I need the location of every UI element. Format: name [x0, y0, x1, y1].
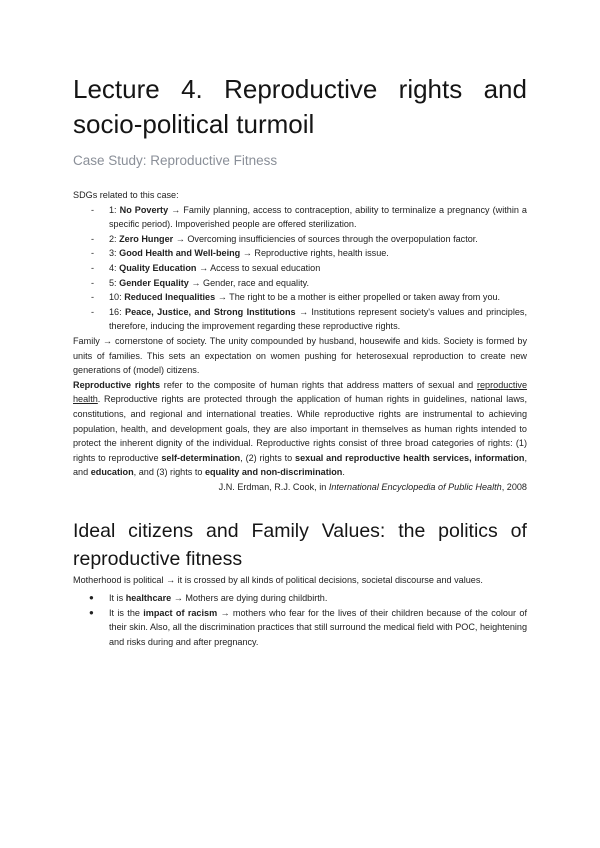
- page-title: [73, 72, 527, 142]
- heading-word: Values:: [321, 520, 386, 543]
- sdg-item: [91, 290, 527, 305]
- bold-term: self-determination: [161, 452, 241, 463]
- title-word: and: [483, 74, 527, 104]
- sdg-text: Overcoming insufficiencies of sources through the overpopulation factor.: [187, 233, 478, 244]
- sdg-number: 2:: [109, 233, 117, 244]
- sdg-item: [91, 261, 527, 276]
- text-run: refer to the composite of human rights that address matters of sexual and: [160, 379, 477, 390]
- bold-term: sexual and reproductive health services, information: [295, 452, 525, 463]
- sdg-list: [73, 203, 527, 334]
- family-paragraph: Family → cornerstone of society. The unity compounded by husband, housewife and kids. Society is formed by units of families. This sets an expectation on women pushing for heterosexual reproduction to create new generations of (model) citizens.: [73, 335, 527, 376]
- sdg-text: Reproductive rights, health issue.: [254, 248, 389, 259]
- reproductive-rights-paragraph: [73, 378, 527, 480]
- dash-bullet: -: [91, 262, 95, 273]
- arrow: →: [175, 233, 185, 244]
- sdg-text: Gender, race and equality.: [203, 277, 310, 288]
- bold-term: equality and non-discrimination: [204, 467, 343, 478]
- sdg-item: [91, 246, 527, 261]
- section-heading-line-1: [73, 517, 527, 545]
- dash-bullet: -: [91, 204, 95, 215]
- text-run: → mothers who fear for the lives of their children because of the colour of their skin. Also, all the discrimination practices that still surround the medical field with POC, heightening and risks during and after pregnancy.: [109, 607, 528, 647]
- text-run: . Reproductive rights are protected through the application of human rights in guidelines, national laws, constitutions, and regional and international treaties. While reproductive rights are instrumental to achieving population, health, and development goals, they are also important in themselves as human rights intended to protect the inherent dignity of the individual. Reproductive rights consist of three broad categories of rights: (1) rights to reproductive: [73, 394, 527, 463]
- sdg-name: Gender Equality: [119, 277, 189, 288]
- sdg-name: Reduced Inequalities: [124, 292, 216, 303]
- citation-year: , 2008: [501, 481, 527, 492]
- sdg-item: [91, 232, 527, 247]
- sdg-name: No Poverty: [119, 204, 169, 215]
- sdg-name: Peace, Justice, and Strong Institutions: [125, 306, 296, 317]
- arrow: →: [198, 262, 209, 273]
- heading-word: and: [206, 520, 239, 543]
- arrow: →: [191, 277, 201, 288]
- bullet-item: [91, 606, 527, 650]
- heading-word: citizens: [128, 520, 194, 543]
- text-run: .: [342, 467, 345, 478]
- section-heading: [73, 517, 527, 573]
- reproductive-health-link[interactable]: reproductive health: [73, 379, 528, 405]
- term-reproductive-rights: Reproductive rights: [73, 379, 161, 390]
- title-word: rights: [398, 74, 463, 104]
- dash-bullet: -: [91, 292, 95, 303]
- sdg-number: 1:: [109, 204, 117, 215]
- dash-bullet: -: [91, 233, 95, 244]
- heading-word: Ideal: [73, 520, 116, 543]
- sdg-text: Institutions represent society's values and principles, therefore, inducing the improvement regarding these reproductive rights.: [109, 306, 528, 332]
- sdg-text: Family planning, access to contraception, ability to terminalize a pregnancy (within a specific period). Impoverished people are offered sterilization.: [109, 204, 527, 230]
- case-study-subtitle: Case Study: Reproductive Fitness: [73, 153, 278, 168]
- title-word: 4.: [181, 74, 203, 104]
- heading-word: Family: [251, 520, 309, 543]
- title-line-1: [73, 72, 527, 107]
- bullet-dot-icon: ●: [89, 607, 94, 617]
- title-word: Reproductive: [224, 74, 378, 104]
- section-heading-line-2: reproductive fitness: [73, 548, 243, 571]
- text-run: , and: [73, 452, 528, 478]
- sdg-item: [91, 276, 527, 291]
- dash-bullet: -: [91, 306, 95, 317]
- text-run: , and (3) rights to: [133, 467, 205, 478]
- sdg-intro: SDGs related to this case:: [73, 190, 179, 200]
- bullet-dot-icon: ●: [89, 593, 94, 603]
- heading-word: of: [510, 520, 527, 543]
- sdg-name: Zero Hunger: [119, 233, 174, 244]
- sdg-name: Good Health and Well-being: [119, 248, 241, 259]
- sdg-number: 5:: [109, 277, 117, 288]
- title-word: Lecture: [73, 74, 160, 104]
- text-run: → Mothers are dying during childbirth.: [171, 593, 328, 604]
- dash-bullet: -: [91, 248, 95, 259]
- text-run: It is the: [109, 607, 144, 618]
- title-line-2: socio-political turmoil: [73, 109, 315, 139]
- sdg-number: 10:: [109, 292, 122, 303]
- sdg-name: Quality Education: [119, 262, 197, 273]
- arrow: →: [242, 248, 252, 259]
- text-run: , (2) rights to: [240, 452, 296, 463]
- heading-word: politics: [438, 520, 498, 543]
- citation: [73, 480, 527, 495]
- bold-term: healthcare: [125, 593, 172, 604]
- citation-authors: J.N. Erdman, R.J. Cook, in: [218, 481, 329, 492]
- sdg-number: 3:: [109, 248, 117, 259]
- text-run: It is: [109, 593, 126, 604]
- sdg-text: Access to sexual education: [210, 262, 321, 273]
- arrow: →: [217, 292, 227, 303]
- sdg-number: 16:: [109, 306, 122, 317]
- sdg-text: The right to be a mother is either propelled or taken away from you.: [229, 292, 501, 303]
- bold-term: impact of racism: [143, 607, 218, 618]
- motherhood-bullet-list: [73, 591, 527, 649]
- arrow: →: [298, 306, 309, 317]
- bold-term: education: [90, 467, 134, 478]
- sdg-number: 4:: [109, 262, 117, 273]
- heading-word: the: [398, 520, 426, 543]
- citation-source: International Encyclopedia of Public Health: [328, 481, 502, 492]
- bullet-item: [91, 591, 527, 606]
- dash-bullet: -: [91, 277, 95, 288]
- document-content: [73, 72, 527, 649]
- motherhood-paragraph: Motherhood is political → it is crossed by all kinds of political decisions, societal discourse and values.: [73, 575, 483, 586]
- sdg-item: [91, 305, 527, 334]
- arrow: →: [171, 204, 181, 215]
- sdg-item: [91, 203, 527, 232]
